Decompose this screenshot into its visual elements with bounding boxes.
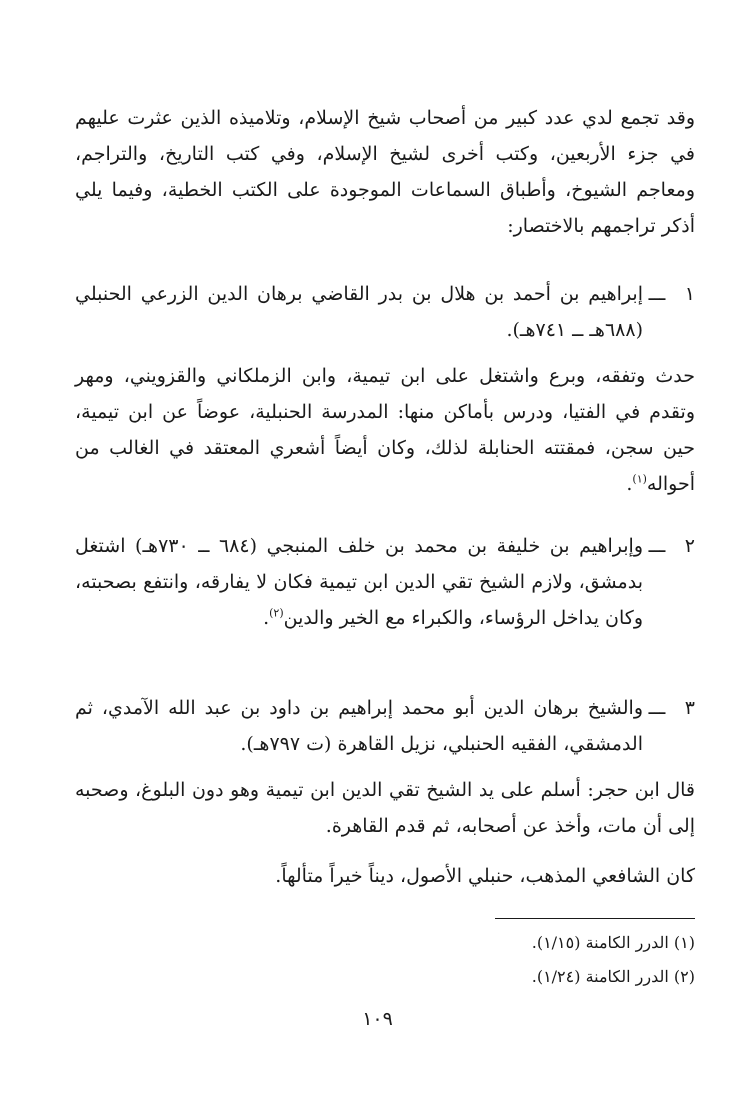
entry-2-text: وإبراهيم بن خليفة بن محمد بن خلف المنبجي (٦٨٤ ــ ٧٣٠هـ) اشتغل بدمشق، ولازم الشيخ تقي الدين ابن تيمية فكان لا يفارقه، وانتفع بصحبته، وكان يداخل الرؤساء، والكبراء مع الخير والدين: [75, 535, 643, 629]
page-number: ١٠٩: [362, 1008, 393, 1030]
footnote-divider: [495, 918, 695, 919]
entry-title: والشيخ برهان الدين أبو محمد إبراهيم بن داود بن عبد الله الآمدي، ثم الدمشقي، الفقيه الحنبلي، نزيل القاهرة (ت ٧٩٧هـ).: [75, 697, 643, 755]
entry-2: [75, 528, 695, 636]
entry-dash: ـــ: [648, 283, 666, 305]
footnotes: [75, 926, 695, 994]
entry-3: [75, 690, 695, 762]
entry-dash: ـــ: [648, 535, 666, 557]
entry-number: ٢: [684, 535, 695, 557]
entry-dash: ـــ: [648, 697, 666, 719]
entry-3-bio-continued: كان الشافعي المذهب، حنبلي الأصول، ديناً خيراً متألهاً.: [275, 865, 695, 887]
footnote-1: (١) الدرر الكامنة (١/١٥).: [531, 933, 695, 952]
entry-3-bio: قال ابن حجر: أسلم على يد الشيخ تقي الدين ابن تيمية وهو دون البلوغ، وصحبه إلى أن مات، وأخذ عن أصحابه، ثم قدم القاهرة.: [75, 779, 695, 837]
footnote-ref-2[interactable]: (٢): [269, 606, 284, 620]
footnote-2: (٢) الدرر الكامنة (١/٢٤).: [531, 967, 695, 986]
entry-number: ٣: [684, 697, 695, 719]
entry-1-bio: حدث وتفقه، وبرع واشتغل على ابن تيمية، وابن الزملكاني والقزويني، ومهر وتقدم في الفتيا، ودرس بأماكن منها: المدرسة الحنبلية، عوضاً عن ابن تيمية، حين سجن، فمقتته الحنابلة لذلك، وكان أيضاً أشعري المعتقد في الغالب من أحواله$^{(١)}$.: [75, 365, 695, 495]
footnote-ref-1[interactable]: (١): [632, 472, 647, 486]
entry-1-bio-text: حدث وتفقه، وبرع واشتغل على ابن تيمية، وابن الزملكاني والقزويني، ومهر وتقدم في الفتيا، ودرس بأماكن منها: المدرسة الحنبلية، عوضاً عن ابن تيمية، حين سجن، فمقتته الحنابلة لذلك، وكان أيضاً أشعري المعتقد في الغالب من أحواله: [75, 365, 695, 495]
entry-title: إبراهيم بن أحمد بن هلال بن بدر القاضي برهان الدين الزرعي الحنبلي (٦٨٨هـ ــ ٧٤١هـ).: [75, 283, 643, 341]
entry-title: وإبراهيم بن خليفة بن محمد بن خلف المنبجي (٦٨٤ ــ ٧٣٠هـ) اشتغل بدمشق، ولازم الشيخ تقي الدين ابن تيمية فكان لا يفارقه، وانتفع بصحبته، وكان يداخل الرؤساء، والكبراء مع الخير والدين$^{(٢)}$.: [75, 535, 643, 629]
entry-1: [75, 276, 695, 348]
intro-paragraph: وقد تجمع لدي عدد كبير من أصحاب شيخ الإسلام، وتلاميذه الذين عثرت عليهم في جزء الأربعين، وكتب أخرى لشيخ الإسلام، وفي كتب التاريخ، والتراجم، ومعاجم الشيوخ، وأطباق السماعات الموجودة على الكتب الخطية، وفيما يلي أذكر تراجمهم بالاختصار:: [75, 107, 695, 237]
entry-number: ١: [684, 283, 695, 305]
